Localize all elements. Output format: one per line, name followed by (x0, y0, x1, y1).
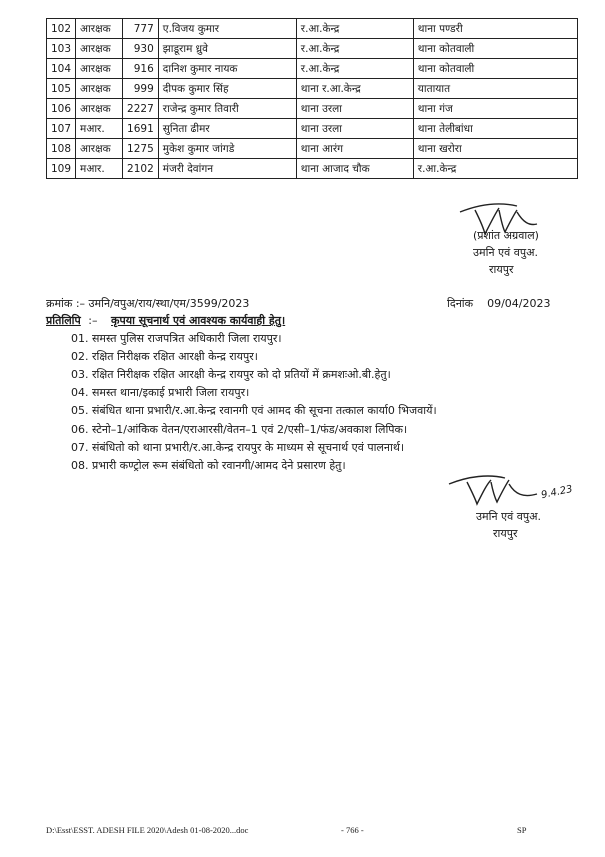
from-posting-cell: र.आ.केन्द्र (296, 19, 413, 39)
serial-number-cell: 103 (47, 39, 76, 59)
serial-number-cell: 109 (47, 159, 76, 179)
copy-list-item: 03. रक्षित निरीक्षक रक्षित आरक्षी केन्द्र रायपुर को दो प्रतियों में क्रमशःओ.बी.हेतु। (71, 368, 391, 382)
table-row (47, 79, 578, 99)
name-cell: दीपक कुमार सिंह (158, 79, 296, 99)
copy-separator: :– (88, 314, 98, 327)
name-cell: ए.विजय कुमार (158, 19, 296, 39)
signatory-place: रायपुर (489, 263, 514, 276)
serial-number-cell: 107 (47, 119, 76, 139)
from-posting-cell: थाना उरला (296, 99, 413, 119)
badge-number-cell: 2227 (123, 99, 159, 119)
table-row (47, 39, 578, 59)
rank-cell: मआर. (76, 119, 123, 139)
table-row (47, 19, 578, 39)
footer-path: D:\Esst\ESST. ADESH FILE 2020\Adesh 01-08-2020...doc (46, 825, 249, 835)
to-posting-cell: थाना कोतवाली (413, 39, 577, 59)
table-row (47, 99, 578, 119)
name-cell: मंजरी देवांगन (158, 159, 296, 179)
name-cell: झाडूराम ध्रुवे (158, 39, 296, 59)
from-posting-cell: थाना उरला (296, 119, 413, 139)
from-posting-cell: थाना आजाद चौक (296, 159, 413, 179)
transfer-table (46, 18, 578, 179)
badge-number-cell: 916 (123, 59, 159, 79)
to-posting-cell: थाना तेलीबांधा (413, 119, 577, 139)
copy-list-item: 02. रक्षित निरीक्षक रक्षित आरक्षी केन्द्र रायपुर। (71, 350, 258, 364)
copy-list-item: 06. स्टेनो–1/आंकिक वेतन/एराआरसी/वेतन–1 एवं 2/एसी–1/फंड/अवकाश लिपिक। (71, 422, 408, 436)
name-cell: राजेन्द्र कुमार तिवारी (158, 99, 296, 119)
badge-number-cell: 999 (123, 79, 159, 99)
footer-page: - 766 - (341, 825, 364, 835)
copy-heading (46, 313, 285, 328)
to-posting-cell: र.आ.केन्द्र (413, 159, 577, 179)
copy-list-item: 07. संबंधितो को थाना प्रभारी/र.आ.केन्द्र रायपुर के माध्यम से सूचनार्थ एवं पालनार्थ। (71, 440, 405, 454)
order-number: क्रमांक :– उमनि/वपुअ/राय/स्था/एम/3599/2023 (46, 297, 250, 310)
rank-cell: आरक्षक (76, 139, 123, 159)
serial-number-cell: 104 (47, 59, 76, 79)
badge-number-cell: 930 (123, 39, 159, 59)
copy-label: प्रतिलिपि (46, 314, 81, 327)
copy-list-item: 04. समस्त थाना/इकाई प्रभारी जिला रायपुर। (71, 386, 250, 400)
footer-initials: SP (517, 825, 527, 835)
copy-list-item: 08. प्रभारी कण्ट्रोल रूम संबंधितो को रवानगी/आमद देने प्रसारण हेतु। (71, 458, 346, 472)
serial-number-cell: 106 (47, 99, 76, 119)
to-posting-cell: थाना पण्डरी (413, 19, 577, 39)
serial-number-cell: 105 (47, 79, 76, 99)
from-posting-cell: र.आ.केन्द्र (296, 59, 413, 79)
name-cell: दानिश कुमार नायक (158, 59, 296, 79)
badge-number-cell: 2102 (123, 159, 159, 179)
handwritten-date: 9.4.23 (540, 483, 574, 502)
serial-number-cell: 108 (47, 139, 76, 159)
to-posting-cell: थाना खरोरा (413, 139, 577, 159)
signature-2 (445, 468, 555, 508)
from-posting-cell: थाना आरंग (296, 139, 413, 159)
copy-list-item: 05. संबंधित थाना प्रभारी/र.आ.केन्द्र रवानगी एवं आमद की सूचना तत्काल कार्या0 भिजवायें। (71, 404, 437, 418)
table-row (47, 139, 578, 159)
rank-cell: आरक्षक (76, 99, 123, 119)
rank-cell: आरक्षक (76, 59, 123, 79)
to-posting-cell: यातायात (413, 79, 577, 99)
name-cell: मुकेश कुमार जांगडे (158, 139, 296, 159)
rank-cell: आरक्षक (76, 19, 123, 39)
signatory-place-2: रायपुर (493, 527, 518, 540)
to-posting-cell: थाना कोतवाली (413, 59, 577, 79)
badge-number-cell: 1275 (123, 139, 159, 159)
table-row (47, 119, 578, 139)
serial-number-cell: 102 (47, 19, 76, 39)
from-posting-cell: र.आ.केन्द्र (296, 39, 413, 59)
badge-number-cell: 1691 (123, 119, 159, 139)
signatory-designation: उमनि एवं वपुअ. (473, 246, 539, 259)
copy-list-item: 01. समस्त पुलिस राजपत्रित अधिकारी जिला रायपुर। (71, 332, 282, 345)
to-posting-cell: थाना गंज (413, 99, 577, 119)
order-date: दिनांक 09/04/2023 (447, 297, 551, 310)
from-posting-cell: थाना र.आ.केन्द्र (296, 79, 413, 99)
rank-cell: मआर. (76, 159, 123, 179)
table-row (47, 159, 578, 179)
signatory-designation-2: उमनि एवं वपुअ. (476, 510, 542, 523)
badge-number-cell: 777 (123, 19, 159, 39)
rank-cell: आरक्षक (76, 39, 123, 59)
name-cell: सुनिता ढीमर (158, 119, 296, 139)
signatory-name: (प्रशांत अग्रवाल) (473, 229, 539, 242)
rank-cell: आरक्षक (76, 79, 123, 99)
copy-heading-text: कृपया सूचनार्थ एवं आवश्यक कार्यवाही हेतु। (111, 314, 286, 327)
table-row (47, 59, 578, 79)
